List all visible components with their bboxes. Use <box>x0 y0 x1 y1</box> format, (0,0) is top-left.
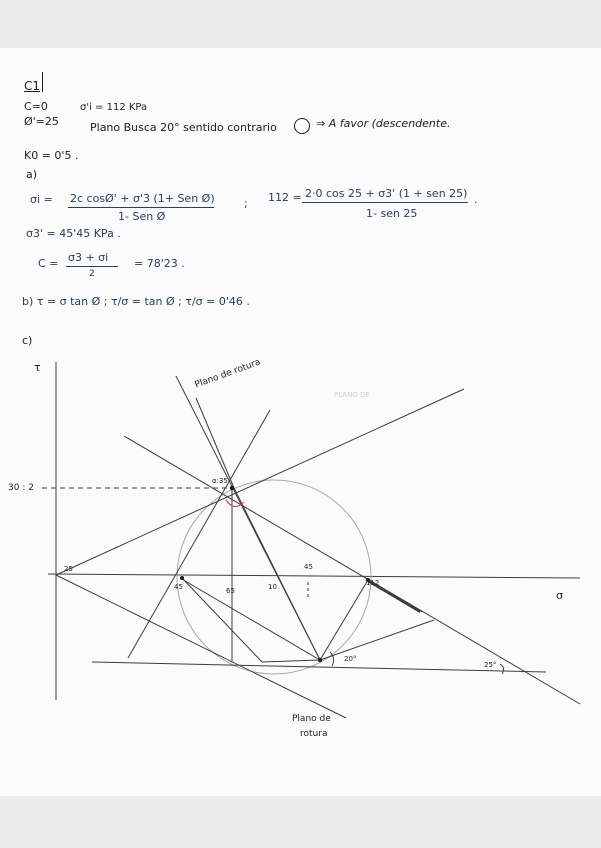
ghost-text: PLANO DE <box>334 391 370 399</box>
chord-5 <box>320 620 434 660</box>
given-favor: ⇒ A favor (descendente. <box>316 117 451 130</box>
eq1-denominator: 1- Sen Ø <box>118 210 166 223</box>
c-lhs: C = <box>38 257 59 270</box>
plane-bottom-label-2: rotura <box>300 729 328 739</box>
eq1-lhs: σi = <box>30 193 53 206</box>
point-pole <box>230 486 234 490</box>
tick-10-label: 10 <box>268 583 277 591</box>
part-a-label: a) <box>26 168 38 181</box>
part-c-label: c) <box>22 334 33 347</box>
left-angle-label: 25 <box>64 565 73 573</box>
eq1-numerator: 2c cosØ' + σ'3 (1+ Sen Ø) <box>70 192 215 205</box>
sigma-axis <box>48 574 580 578</box>
plane-line-left <box>128 410 270 658</box>
eq2-lhs: 112 = <box>268 191 302 204</box>
eq1-separator: ; <box>244 197 248 210</box>
tick-45-label: 45 <box>174 583 183 591</box>
tick-65-label: 65 <box>226 587 235 595</box>
given-k0: K0 = 0'5 . <box>24 149 79 162</box>
part-b-line: b) τ = σ tan Ø ; τ/σ = tan Ø ; τ/σ = 0'46 . <box>22 295 250 308</box>
mohr-circle <box>177 477 371 674</box>
chord-7 <box>234 488 320 660</box>
given-c: C=0 <box>24 100 48 113</box>
lower-envelope <box>56 575 346 718</box>
c-numerator: σ3 + σi <box>68 251 109 264</box>
tau-axis-label: τ <box>34 361 41 374</box>
plane-line-right <box>196 398 234 488</box>
chord-2 <box>262 660 320 662</box>
eq2-numerator: 2·0 cos 25 + σ3' (1 + sen 25) <box>305 187 468 200</box>
failure-envelope <box>56 389 464 575</box>
c-result: = 78'23 . <box>134 257 185 270</box>
tick-112-label: 112 <box>366 579 380 587</box>
sigma3-result: σ3' = 45'45 KPa . <box>26 227 121 240</box>
sigma-axis-label: σ <box>556 589 563 602</box>
section-label: C1 <box>24 79 41 93</box>
given-plano: Plano Busca 20° sentido contrario <box>90 121 277 134</box>
angle-arc-25 <box>500 664 504 674</box>
given-phi: Ø'=25 <box>24 115 59 128</box>
angle-25-label: 25° <box>484 661 497 669</box>
chord-1 <box>182 578 262 662</box>
eq2-end: . <box>474 193 478 206</box>
tick-mid-label: 45 <box>304 563 313 571</box>
angle-20-label: 20° <box>344 655 357 663</box>
point-left <box>180 576 184 580</box>
bottom-horizontal <box>92 662 546 672</box>
point-bottom <box>318 658 322 662</box>
tau-value-label: 30 : 2 <box>8 483 34 493</box>
given-sigma-i: σ'i = 112 KPa <box>80 102 148 113</box>
eq2-denominator: 1- sen 25 <box>366 207 418 220</box>
plane-bottom-label-1: Plano de <box>292 714 331 724</box>
c-denominator: 2 <box>89 269 95 279</box>
pole-label: α:35 <box>212 477 228 485</box>
plane-top-label: Plano de rotura <box>193 357 263 391</box>
